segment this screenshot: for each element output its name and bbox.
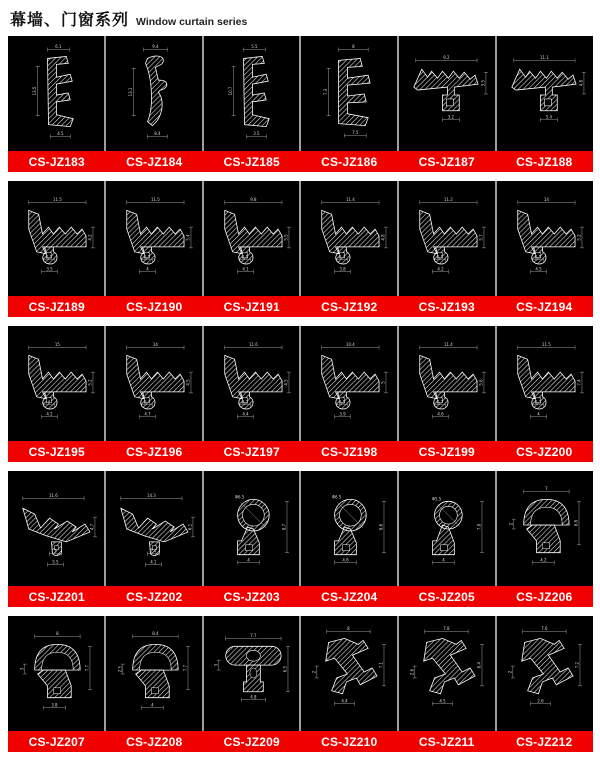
svg-text:5.7: 5.7 [478,234,484,241]
svg-text:11.5: 11.5 [53,197,62,203]
profile-cell [399,471,497,586]
profile-drawing [204,181,300,296]
svg-text:14: 14 [152,342,158,348]
svg-text:4.8: 4.8 [578,79,584,87]
svg-text:14: 14 [544,197,550,203]
svg-text:3.2: 3.2 [241,399,248,405]
profile-drawing [8,326,104,441]
svg-text:5.5: 5.5 [52,559,59,565]
product-code-bar [8,586,593,607]
svg-text:7.8: 7.8 [476,523,482,531]
profile-cell [204,326,302,441]
svg-text:2.4: 2.4 [339,254,346,260]
svg-text:4: 4 [151,702,154,708]
svg-text:4.8: 4.8 [380,234,386,241]
svg-text:4.5: 4.5 [439,698,446,704]
profile-cell [497,36,593,151]
product-code-label: CS-JZ196 [126,444,183,459]
product-code-label: CS-JZ201 [28,589,85,604]
svg-text:5: 5 [380,381,386,384]
profile-drawing [301,616,397,731]
svg-text:Φ6.5: Φ6.5 [332,494,342,500]
svg-text:Φ5.5: Φ5.5 [432,496,442,502]
svg-text:Φ6.5: Φ6.5 [234,494,244,500]
svg-text:9.4: 9.4 [152,44,159,50]
svg-text:4.5: 4.5 [283,379,289,386]
svg-text:10.4: 10.4 [346,342,356,348]
profile-drawing [301,471,397,586]
profile-cell [8,326,106,441]
svg-text:3: 3 [54,548,57,554]
profile-drawing [204,616,300,731]
product-code-label: CS-JZ188 [516,154,573,169]
profile-row-block [8,471,593,607]
profile-cell [106,181,204,296]
svg-text:4.7: 4.7 [89,523,95,531]
svg-text:2.6: 2.6 [537,698,544,704]
page-title-chinese: 幕墙、门窗系列 [10,12,130,29]
page-title-english: Window curtain series [136,16,248,28]
product-code-label: CS-JZ208 [126,734,183,749]
profile-cell [497,326,593,441]
profile-drawing [106,616,202,731]
product-code-label: CS-JZ191 [223,299,280,314]
profile-drawing [204,36,300,151]
svg-text:4.6: 4.6 [437,411,444,417]
svg-text:2: 2 [311,670,317,674]
profile-cell [301,181,399,296]
svg-text:2.6: 2.6 [409,668,415,676]
profile-drawings-row [8,616,593,731]
product-code-label: CS-JZ183 [28,154,85,169]
product-code-label: CS-JZ198 [321,444,378,459]
profile-cell [8,471,106,586]
svg-text:7.6: 7.6 [541,626,548,632]
profile-cell [204,36,302,151]
svg-text:2: 2 [507,670,513,674]
profile-drawings-row [8,326,593,441]
svg-text:4.2: 4.2 [437,266,444,272]
profile-drawing [301,326,397,441]
svg-text:4.5: 4.5 [57,131,64,137]
product-code-label: CS-JZ194 [516,299,573,314]
svg-text:4.5: 4.5 [185,379,191,386]
svg-text:11.6: 11.6 [49,493,58,499]
profile-cell [399,181,497,296]
product-code-label: CS-JZ207 [28,734,85,749]
profile-cell [106,616,204,731]
profile-drawing [497,181,593,296]
product-code-label: CS-JZ200 [516,444,573,459]
svg-text:5.6: 5.6 [478,379,484,386]
svg-text:13.1: 13.1 [128,87,134,97]
svg-text:4.7: 4.7 [144,411,151,417]
svg-text:5.2: 5.2 [87,379,93,386]
product-code-label: CS-JZ203 [223,589,280,604]
svg-text:2.7: 2.7 [437,399,444,405]
svg-text:8.6: 8.6 [378,523,384,531]
profile-cell [8,616,106,731]
profile-cell [204,181,302,296]
svg-text:7.7: 7.7 [182,664,188,672]
profile-cell [204,616,302,731]
svg-text:7.4: 7.4 [576,379,582,386]
profile-drawing [106,326,202,441]
profile-row-block [8,36,593,172]
svg-text:3.8: 3.8 [339,266,347,272]
profile-catalog-grid [8,36,593,752]
svg-text:4.4: 4.4 [341,698,349,704]
svg-text:7.3: 7.3 [323,88,329,96]
profile-drawing [8,181,104,296]
svg-text:8.4: 8.4 [152,631,159,637]
product-code-label: CS-JZ206 [516,589,573,604]
svg-text:8.7: 8.7 [281,523,287,531]
svg-text:2.5: 2.5 [241,254,248,260]
svg-text:3.9: 3.9 [339,411,347,417]
svg-text:4: 4 [246,557,250,563]
profile-drawing [204,471,300,586]
svg-text:2.5: 2.5 [143,254,150,260]
svg-text:6.1: 6.1 [187,523,193,531]
profile-cell [399,326,497,441]
profile-drawing [8,471,104,586]
product-code-bar [8,296,593,317]
svg-text:2.5: 2.5 [535,254,542,260]
profile-cell [497,616,593,731]
profile-row-block [8,326,593,462]
svg-text:10.7: 10.7 [227,86,233,96]
svg-text:2.5: 2.5 [437,254,444,260]
svg-text:4.1: 4.1 [150,559,157,565]
profile-cell [8,181,106,296]
svg-text:5.2: 5.2 [576,234,582,241]
profile-drawing [399,616,495,731]
svg-text:8: 8 [352,44,356,50]
svg-text:11.6: 11.6 [248,342,258,348]
svg-text:5.4: 5.4 [545,114,553,120]
svg-text:3.5: 3.5 [46,266,53,272]
profile-cell [497,181,593,296]
svg-text:6.8: 6.8 [573,519,579,527]
product-code-label: CS-JZ192 [321,299,378,314]
svg-text:5.5: 5.5 [250,44,258,50]
svg-text:11.5: 11.5 [150,197,160,203]
product-code-bar [8,151,593,172]
product-code-label: CS-JZ184 [126,154,183,169]
product-code-label: CS-JZ197 [223,444,280,459]
svg-text:3.5: 3.5 [480,79,486,87]
svg-text:6.1: 6.1 [55,44,62,50]
product-code-bar [8,441,593,462]
profile-drawings-row [8,471,593,586]
profile-drawing [399,36,495,151]
profile-cell [301,326,399,441]
profile-cell [8,36,106,151]
svg-text:3: 3 [212,663,218,667]
svg-text:4: 4 [537,411,540,417]
svg-text:11.1: 11.1 [540,55,549,61]
svg-text:2.3: 2.3 [535,399,542,405]
product-code-label: CS-JZ190 [126,299,183,314]
svg-text:5.4: 5.4 [185,234,191,241]
profile-drawing [106,36,202,151]
svg-text:8: 8 [56,631,59,637]
svg-text:4.2: 4.2 [540,557,547,563]
svg-text:2.4: 2.4 [143,399,150,405]
profile-cell [204,471,302,586]
svg-text:14.3: 14.3 [146,493,156,499]
svg-text:15: 15 [54,342,60,348]
profile-cell [301,616,399,731]
product-code-label: CS-JZ193 [418,299,475,314]
profile-cell [497,471,593,586]
profile-row-block [8,181,593,317]
svg-text:7.5: 7.5 [352,130,359,136]
profile-drawings-row [8,181,593,296]
svg-text:2.4: 2.4 [150,548,157,554]
profile-cell [301,36,399,151]
svg-text:2.5: 2.5 [339,399,346,405]
profile-drawing [8,36,104,151]
product-code-label: CS-JZ209 [223,734,280,749]
profile-drawing [399,471,495,586]
svg-text:7.7: 7.7 [84,664,90,672]
profile-drawing [399,181,495,296]
profile-drawing [497,616,593,731]
product-code-label: CS-JZ204 [321,589,378,604]
svg-text:3.5: 3.5 [252,131,260,137]
profile-drawing [106,471,202,586]
svg-text:8.4: 8.4 [154,131,161,137]
svg-text:4: 4 [442,557,446,563]
svg-text:4.5: 4.5 [535,266,542,272]
svg-text:2.5: 2.5 [45,254,53,260]
profile-drawing [497,36,593,151]
svg-text:7: 7 [545,486,548,492]
svg-text:9.2: 9.2 [443,55,450,61]
page-header [0,0,600,34]
profile-cell [106,326,204,441]
svg-text:11.4: 11.4 [444,342,454,348]
svg-text:11.4: 11.4 [346,197,356,203]
product-code-label: CS-JZ212 [516,734,573,749]
product-code-label: CS-JZ211 [418,734,475,749]
profile-drawing [8,616,104,731]
profile-drawings-row [8,36,593,151]
product-code-label: CS-JZ199 [418,444,475,459]
profile-cell [399,616,497,731]
profile-drawing [106,181,202,296]
profile-drawing [497,471,593,586]
svg-text:6.4: 6.4 [476,661,482,669]
product-code-label: CS-JZ202 [126,589,183,604]
product-code-label: CS-JZ185 [223,154,280,169]
svg-text:7.8: 7.8 [443,626,450,632]
svg-text:7.7: 7.7 [249,633,257,639]
svg-text:5.5: 5.5 [283,234,289,241]
product-code-label: CS-JZ189 [28,299,85,314]
svg-text:4.2: 4.2 [46,411,53,417]
profile-drawing [204,326,300,441]
svg-text:9.8: 9.8 [249,197,257,203]
profile-drawing [399,326,495,441]
profile-cell [106,36,204,151]
svg-text:3.8: 3.8 [51,702,58,708]
svg-text:4.4: 4.4 [242,411,249,417]
product-code-label: CS-JZ186 [321,154,378,169]
profile-row-block [8,616,593,752]
svg-text:6.5: 6.5 [282,665,288,673]
product-code-label: CS-JZ187 [418,154,475,169]
svg-text:7.1: 7.1 [378,661,384,669]
product-code-bar [8,731,593,752]
profile-drawing [301,36,397,151]
svg-text:4.8: 4.8 [249,694,257,700]
svg-text:4.6: 4.6 [342,557,350,563]
product-code-label: CS-JZ210 [321,734,378,749]
profile-drawing [301,181,397,296]
svg-text:4.1: 4.1 [242,266,249,272]
svg-text:13.5: 13.5 [32,86,38,96]
svg-text:11.5: 11.5 [542,342,551,348]
svg-text:2: 2 [508,522,514,526]
product-code-label: CS-JZ205 [418,589,475,604]
svg-text:4: 4 [47,399,51,405]
profile-cell [301,471,399,586]
product-code-label: CS-JZ195 [28,444,85,459]
profile-cell [399,36,497,151]
svg-text:3.2: 3.2 [448,114,455,120]
svg-text:8: 8 [347,626,351,632]
profile-drawing [497,326,593,441]
svg-text:3: 3 [19,667,25,671]
svg-text:2.5: 2.5 [117,665,123,673]
svg-text:7.2: 7.2 [574,661,580,669]
svg-text:4: 4 [146,266,149,272]
svg-text:11.2: 11.2 [444,197,454,203]
profile-cell [106,471,204,586]
svg-text:4.2: 4.2 [87,234,93,241]
